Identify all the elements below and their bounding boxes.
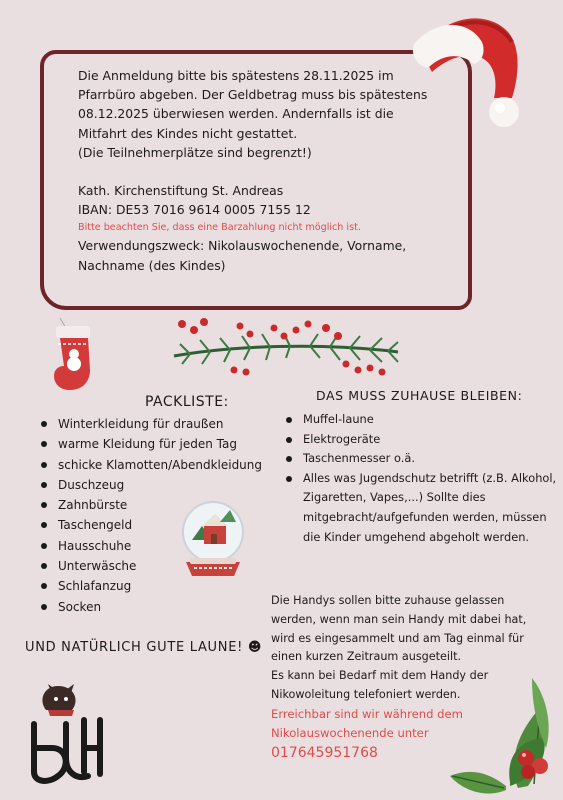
logo-text: PJH	[18, 657, 45, 676]
list-item: Unterwäsche	[38, 556, 288, 576]
info-line: Die Anmeldung bitte bis spätestens 28.11.2025 im	[78, 68, 394, 83]
list-item: Elektrogeräte	[283, 430, 558, 450]
santa-hat-icon	[408, 2, 540, 134]
registration-info	[78, 66, 458, 275]
list-item: warme Kleidung für jeden Tag	[38, 434, 288, 454]
info-line: 08.12.2025 überwiesen werden. Andernfalls ist die	[78, 106, 394, 122]
handy-line: wird es eingesammelt und am Tag einmal für	[271, 631, 524, 645]
list-item: Taschenmesser o.ä.	[283, 449, 558, 469]
list-item: Zahnbürste	[38, 495, 288, 515]
reach-line: Erreichbar sind wir während dem	[271, 706, 463, 721]
reach-line: Nikolauswochenende unter	[271, 725, 429, 740]
handy-line: werden, wenn man sein Handy mit dabei hat,	[271, 612, 527, 626]
list-item: Schlafanzug	[38, 576, 288, 596]
phone-number: 017645951768	[271, 745, 378, 762]
list-item: Hausschuhe	[38, 536, 288, 556]
list-item: Alles was Jugendschutz betrifft (z.B. Alkohol, Zigaretten, Vapes,...) Sollte dies mitgebracht/aufgefunden werden, müssen die Kinder umgehend abgeholt werden.	[283, 469, 558, 547]
good-mood-text: UND NATÜRLICH GUTE LAUNE! ☻	[25, 640, 263, 655]
zuhause-list	[283, 410, 558, 547]
list-item: Taschengeld	[38, 515, 288, 535]
list-item: schicke Klamotten/Abendkleidung	[38, 455, 288, 475]
cash-note: Bitte beachten Sie, dass eine Barzahlung nicht möglich ist.	[78, 222, 361, 234]
list-item: Duschzeug	[38, 475, 288, 495]
holly-icon	[448, 668, 563, 800]
purpose-line: Verwendungszweck: Nikolauswochenende, Vorname,	[78, 238, 407, 254]
snow-globe-icon	[178, 496, 248, 582]
iban: IBAN: DE53 7016 9614 0005 7155 12	[78, 202, 311, 218]
packliste-title: PACKLISTE:	[145, 394, 229, 410]
purpose-line: Nachname (des Kindes)	[78, 257, 226, 273]
info-line: Mitfahrt des Kindes nicht gestattet.	[78, 125, 298, 141]
pjh-logo-icon	[18, 657, 110, 792]
info-line: Pfarrbüro abgeben. Der Geldbetrag muss bis spätestens	[78, 87, 428, 103]
handy-line: Die Handys sollen bitte zuhause gelassen	[271, 594, 505, 607]
list-item: Socken	[38, 597, 288, 617]
packliste-list	[38, 414, 288, 617]
handy-line: einen kurzen Zeitraum ausgeteilt.	[271, 650, 462, 664]
handy-line: Es kann bei Bedarf mit dem Handy der	[271, 669, 489, 683]
zuhause-title: DAS MUSS ZUHAUSE BLEIBEN:	[316, 388, 523, 403]
list-item: Winterkleidung für draußen	[38, 414, 288, 434]
info-line: (Die Teilnehmerplätze sind begrenzt!)	[78, 144, 312, 160]
account-holder: Kath. Kirchenstiftung St. Andreas	[78, 183, 284, 199]
list-item: Muffel-laune	[283, 410, 558, 430]
pine-garland-icon	[170, 316, 402, 378]
handy-line: Nikowoleitung telefoniert werden.	[271, 687, 461, 701]
stocking-icon	[50, 318, 108, 396]
